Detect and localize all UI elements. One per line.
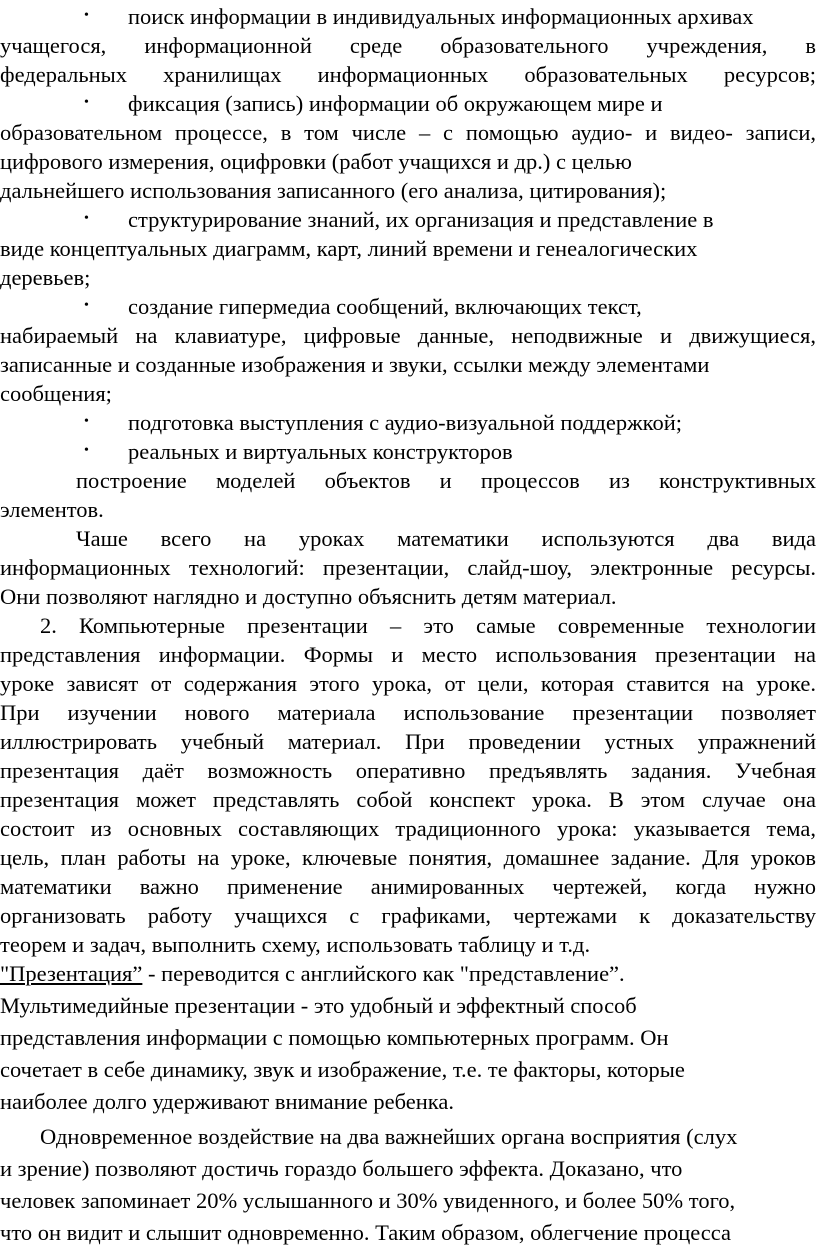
numbered-paragraph-line-7: презентация может представлять собой конспект урока. В этом случае она [0,787,816,812]
bullet-item-1-line-1: поиск информации в индивидуальных информационных архивах [128,4,754,29]
bullet-item-1-line-2: учащегося, информационной среде образовательного учреждения, в [0,33,816,58]
bullet-item-2-line-1: фиксация (запись) информации об окружающем мире и [128,91,663,116]
bullet-item-2-line-3: цифрового измерения, оцифровки (работ учащихся и др.) с целью [0,149,632,174]
multimedia-paragraph-line-2: представления информации с помощью компьютерных программ. Он [0,1025,669,1050]
numbered-paragraph-line-10: математики важно применение анимированных чертежей, когда нужно [0,874,816,899]
numbered-paragraph-line-5: иллюстрировать учебный материал. При проведении устных упражнений [0,729,816,754]
final-paragraph-line-2: и зрение) позволяют достичь гораздо большего эффекта. Доказано, что [0,1156,683,1181]
numbered-paragraph-line-12: теорем и задач, выполнить схему, использовать таблицу и т.д. [0,932,591,957]
bullet-item-3-line-3: деревьев; [0,265,91,290]
final-paragraph-line-1: Одновременное воздействие на два важнейших органа восприятия (слух [40,1124,738,1149]
final-paragraph-line-3: человек запоминает 20% услышанного и 30% увиденного, и более 50% того, [0,1188,736,1213]
bullet-icon: • [84,95,89,110]
tech-paragraph-line-1: Чаше всего на уроках математики используются два вида [76,526,816,551]
numbered-paragraph-line-3: уроке зависят от содержания этого урока, от цели, которая ставится на уроке. [0,671,816,696]
multimedia-paragraph-line-4: наиболее долго удерживают внимание ребенка. [0,1089,454,1114]
bullet-icon: • [84,298,89,313]
definition-text: - переводится с английского как "представление”. [142,961,625,986]
bullet-icon: • [84,443,89,458]
bullet-item-2-line-4: дальнейшего использования записанного (его анализа, цитирования); [0,178,667,203]
bullet-item-6-line-1: реальных и виртуальных конструкторов [128,439,513,464]
bullet-item-4-line-3: записанные и созданные изображения и звуки, ссылки между элементами [0,352,710,377]
bullet-item-5-line-1: подготовка выступления с аудио-визуальной поддержкой; [128,410,682,435]
numbered-paragraph-line-1: 2. Компьютерные презентации – это самые современные технологии [40,613,816,638]
numbered-paragraph-line-11: организовать работу учащихся с графиками, чертежами к доказательству [0,903,816,928]
bullet-item-3-line-1: структурирование знаний, их организация и представление в [128,207,714,232]
numbered-paragraph-line-9: цель, план работы на уроке, ключевые понятия, домашнее задание. Для уроков [0,845,816,870]
presentation-term: "Презентация” [0,961,143,986]
bullet-icon: • [84,414,89,429]
bullet-icon: • [84,211,89,226]
models-paragraph-line-2: элементов. [0,497,104,522]
bullet-item-4-line-4: сообщения; [0,381,112,406]
numbered-paragraph-line-4: При изучении нового материала использование презентации позволяет [0,700,816,725]
tech-paragraph-line-2: информационных технологий: презентации, слайд-шоу, электронные ресурсы. [0,555,816,580]
multimedia-paragraph-line-1: Мультимедийные презентации - это удобный и эффектный способ [0,993,637,1018]
final-paragraph-line-4 [0,1218,816,1245]
bullet-item-1-line-3: федеральных хранилищах информационных образовательных ресурсов; [0,62,816,87]
numbered-paragraph-line-2: представления информации. Формы и место использования презентации на [0,642,816,667]
numbered-paragraph-line-6: презентация даёт возможность оперативно предъявлять задания. Учебная [0,758,816,783]
tech-paragraph-line-3: Они позволяют наглядно и доступно объяснить детям материал. [0,584,617,609]
definition-line [0,959,816,988]
bullet-item-2-line-2: образовательном процессе, в том числе – с помощью аудио- и видео- записи, [0,120,816,145]
bullet-item-3-line-2: виде концептуальных диаграмм, карт, линий времени и генеалогических [0,236,698,261]
bullet-icon: • [84,8,89,23]
bullet-item-4-line-2: набираемый на клавиатуре, цифровые данные, неподвижные и движущиеся, [0,323,816,348]
bullet-item-4-line-1: создание гипермедиа сообщений, включающих текст, [128,294,642,319]
multimedia-paragraph-line-3: сочетает в себе динамику, звук и изображение, т.е. те факторы, которые [0,1057,685,1082]
final-paragraph-line-4-text: что он видит и слышит одновременно. Таким образом, облегчение процесса [0,1220,732,1245]
models-paragraph-line-1: построение моделей объектов и процессов из конструктивных [76,468,816,493]
numbered-paragraph-line-8: состоит из основных составляющих традиционного урока: указывается тема, [0,816,816,841]
